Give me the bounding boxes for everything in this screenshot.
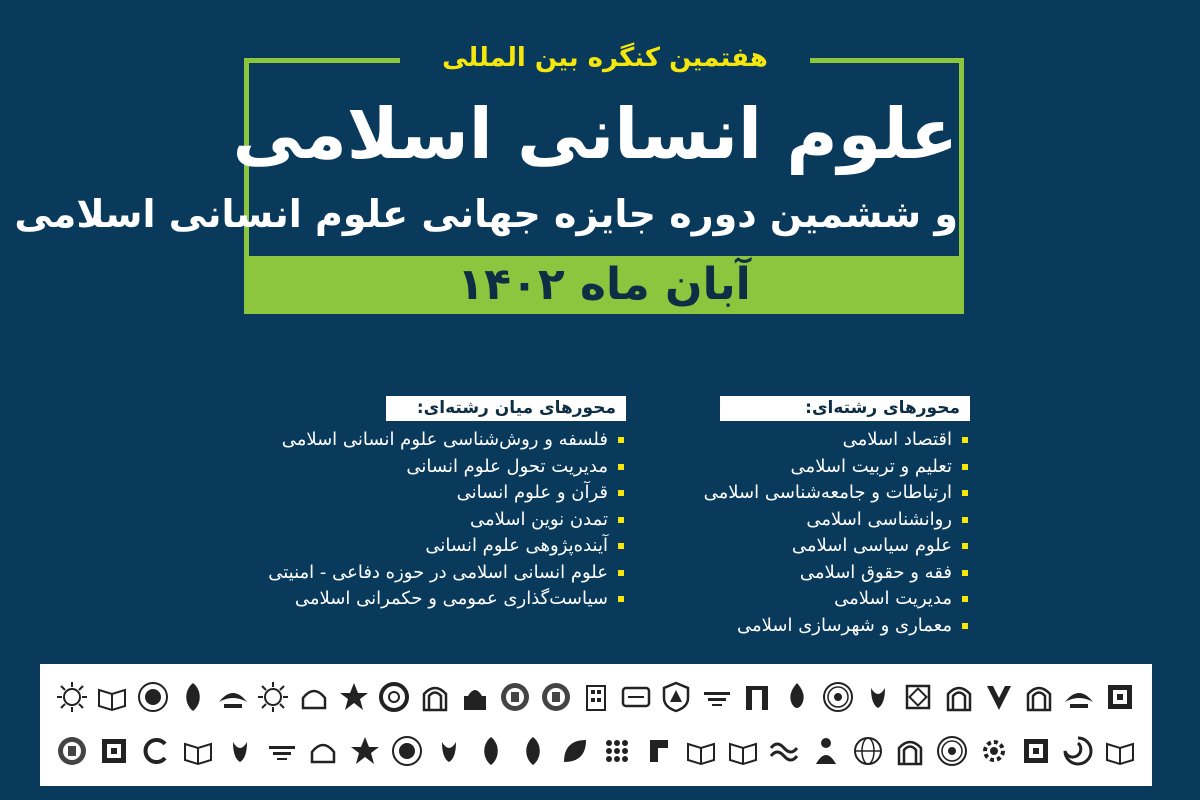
arch-logo-icon: [1021, 679, 1057, 715]
book-logo-icon: [725, 733, 761, 769]
emblem-logo-icon: [515, 733, 551, 769]
dots-logo-icon: [599, 733, 635, 769]
wave-logo-icon: [766, 733, 802, 769]
tulip-logo-icon: [860, 679, 896, 715]
interdisciplinary-list: [226, 427, 626, 613]
list-item: روانشناسی اسلامی: [700, 507, 970, 534]
list-item: تمدن نوین اسلامی: [226, 507, 626, 534]
list-item: مدیریت اسلامی: [700, 586, 970, 613]
interdisciplinary-heading: محورهای میان رشته‌ای:: [386, 396, 626, 421]
rect-logo-icon: [618, 679, 654, 715]
list-item: سیاست‌گذاری عمومی و حکمرانی اسلامی: [226, 586, 626, 613]
shape-logo-icon: [641, 733, 677, 769]
wing-logo-icon: [215, 679, 251, 715]
shield-logo-icon: [658, 679, 694, 715]
arch-logo-icon: [892, 733, 928, 769]
emblem-logo-icon: [473, 733, 509, 769]
seal-logo-icon: [54, 733, 90, 769]
interdisciplinary-axes: [226, 396, 626, 613]
book-logo-icon: [683, 733, 719, 769]
emblem-logo-icon: [175, 679, 211, 715]
congress-title: علوم انسانی اسلامی: [232, 93, 958, 175]
sun-logo-icon: [54, 679, 90, 715]
book-logo-icon: [94, 679, 130, 715]
list-item: مدیریت تحول علوم انسانی: [226, 454, 626, 481]
circle-seal-logo-icon: [389, 733, 425, 769]
tulip-logo-icon: [222, 733, 258, 769]
text-logo-icon: [264, 733, 300, 769]
text-logo-icon: [699, 679, 735, 715]
building-logo-icon: [578, 679, 614, 715]
mosque-logo-icon: [457, 679, 493, 715]
circle-seal-logo-icon: [135, 679, 171, 715]
list-item: آینده‌پژوهی علوم انسانی: [226, 533, 626, 560]
star-logo-icon: [347, 733, 383, 769]
disciplinary-heading: محورهای رشته‌ای:: [720, 396, 970, 421]
list-item: تعلیم و تربیت اسلامی: [700, 454, 970, 481]
round-logo-icon: [820, 679, 856, 715]
sun-logo-icon: [255, 679, 291, 715]
seal-logo-icon: [538, 679, 574, 715]
disciplinary-axes: [700, 396, 970, 639]
arch-logo-icon: [941, 679, 977, 715]
flame-logo-icon: [779, 679, 815, 715]
list-item: ارتباطات و جامعه‌شناسی اسلامی: [700, 480, 970, 507]
list-item: علوم انسانی اسلامی در حوزه دفاعی - امنیتی: [226, 560, 626, 587]
ring-logo-icon: [376, 679, 412, 715]
wing-logo-icon: [1061, 679, 1097, 715]
event-date: آبان ماه ۱۴۰۲: [244, 256, 964, 314]
star-logo-icon: [336, 679, 372, 715]
leaf-logo-icon: [557, 733, 593, 769]
sponsor-logos-row-1: [54, 670, 1138, 724]
list-item: علوم سیاسی اسلامی: [700, 533, 970, 560]
c-logo-icon: [138, 733, 174, 769]
list-item: معماری و شهرسازی اسلامی: [700, 613, 970, 640]
book-logo-icon: [180, 733, 216, 769]
book-logo-icon: [1102, 733, 1138, 769]
congress-subtitle: هفتمین کنگره بین المللی: [400, 36, 810, 80]
seal-logo-icon: [497, 679, 533, 715]
person-logo-icon: [808, 733, 844, 769]
disciplinary-list: [700, 427, 970, 639]
arch-logo-icon: [417, 679, 453, 715]
gate-logo-icon: [739, 679, 775, 715]
tulip-logo-icon: [431, 733, 467, 769]
square-logo-icon: [96, 733, 132, 769]
award-subtitle: و ششمین دوره جایزه جهانی علوم انسانی اسلامی: [14, 192, 958, 236]
list-item: فلسفه و روش‌شناسی علوم انسانی اسلامی: [226, 427, 626, 454]
list-item: اقتصاد اسلامی: [700, 427, 970, 454]
dome-logo-icon: [305, 733, 341, 769]
round-logo-icon: [934, 733, 970, 769]
globe-logo-icon: [850, 733, 886, 769]
knot-logo-icon: [900, 679, 936, 715]
list-item: قرآن و علوم انسانی: [226, 480, 626, 507]
list-item: فقه و حقوق اسلامی: [700, 560, 970, 587]
square-logo-icon: [1102, 679, 1138, 715]
dome-logo-icon: [296, 679, 332, 715]
sponsor-logos-row-2: [54, 724, 1138, 778]
gear-logo-icon: [976, 733, 1012, 769]
v-logo-icon: [981, 679, 1017, 715]
swirl-logo-icon: [1060, 733, 1096, 769]
square-logo-icon: [1018, 733, 1054, 769]
sponsor-logos-panel: [40, 664, 1152, 786]
